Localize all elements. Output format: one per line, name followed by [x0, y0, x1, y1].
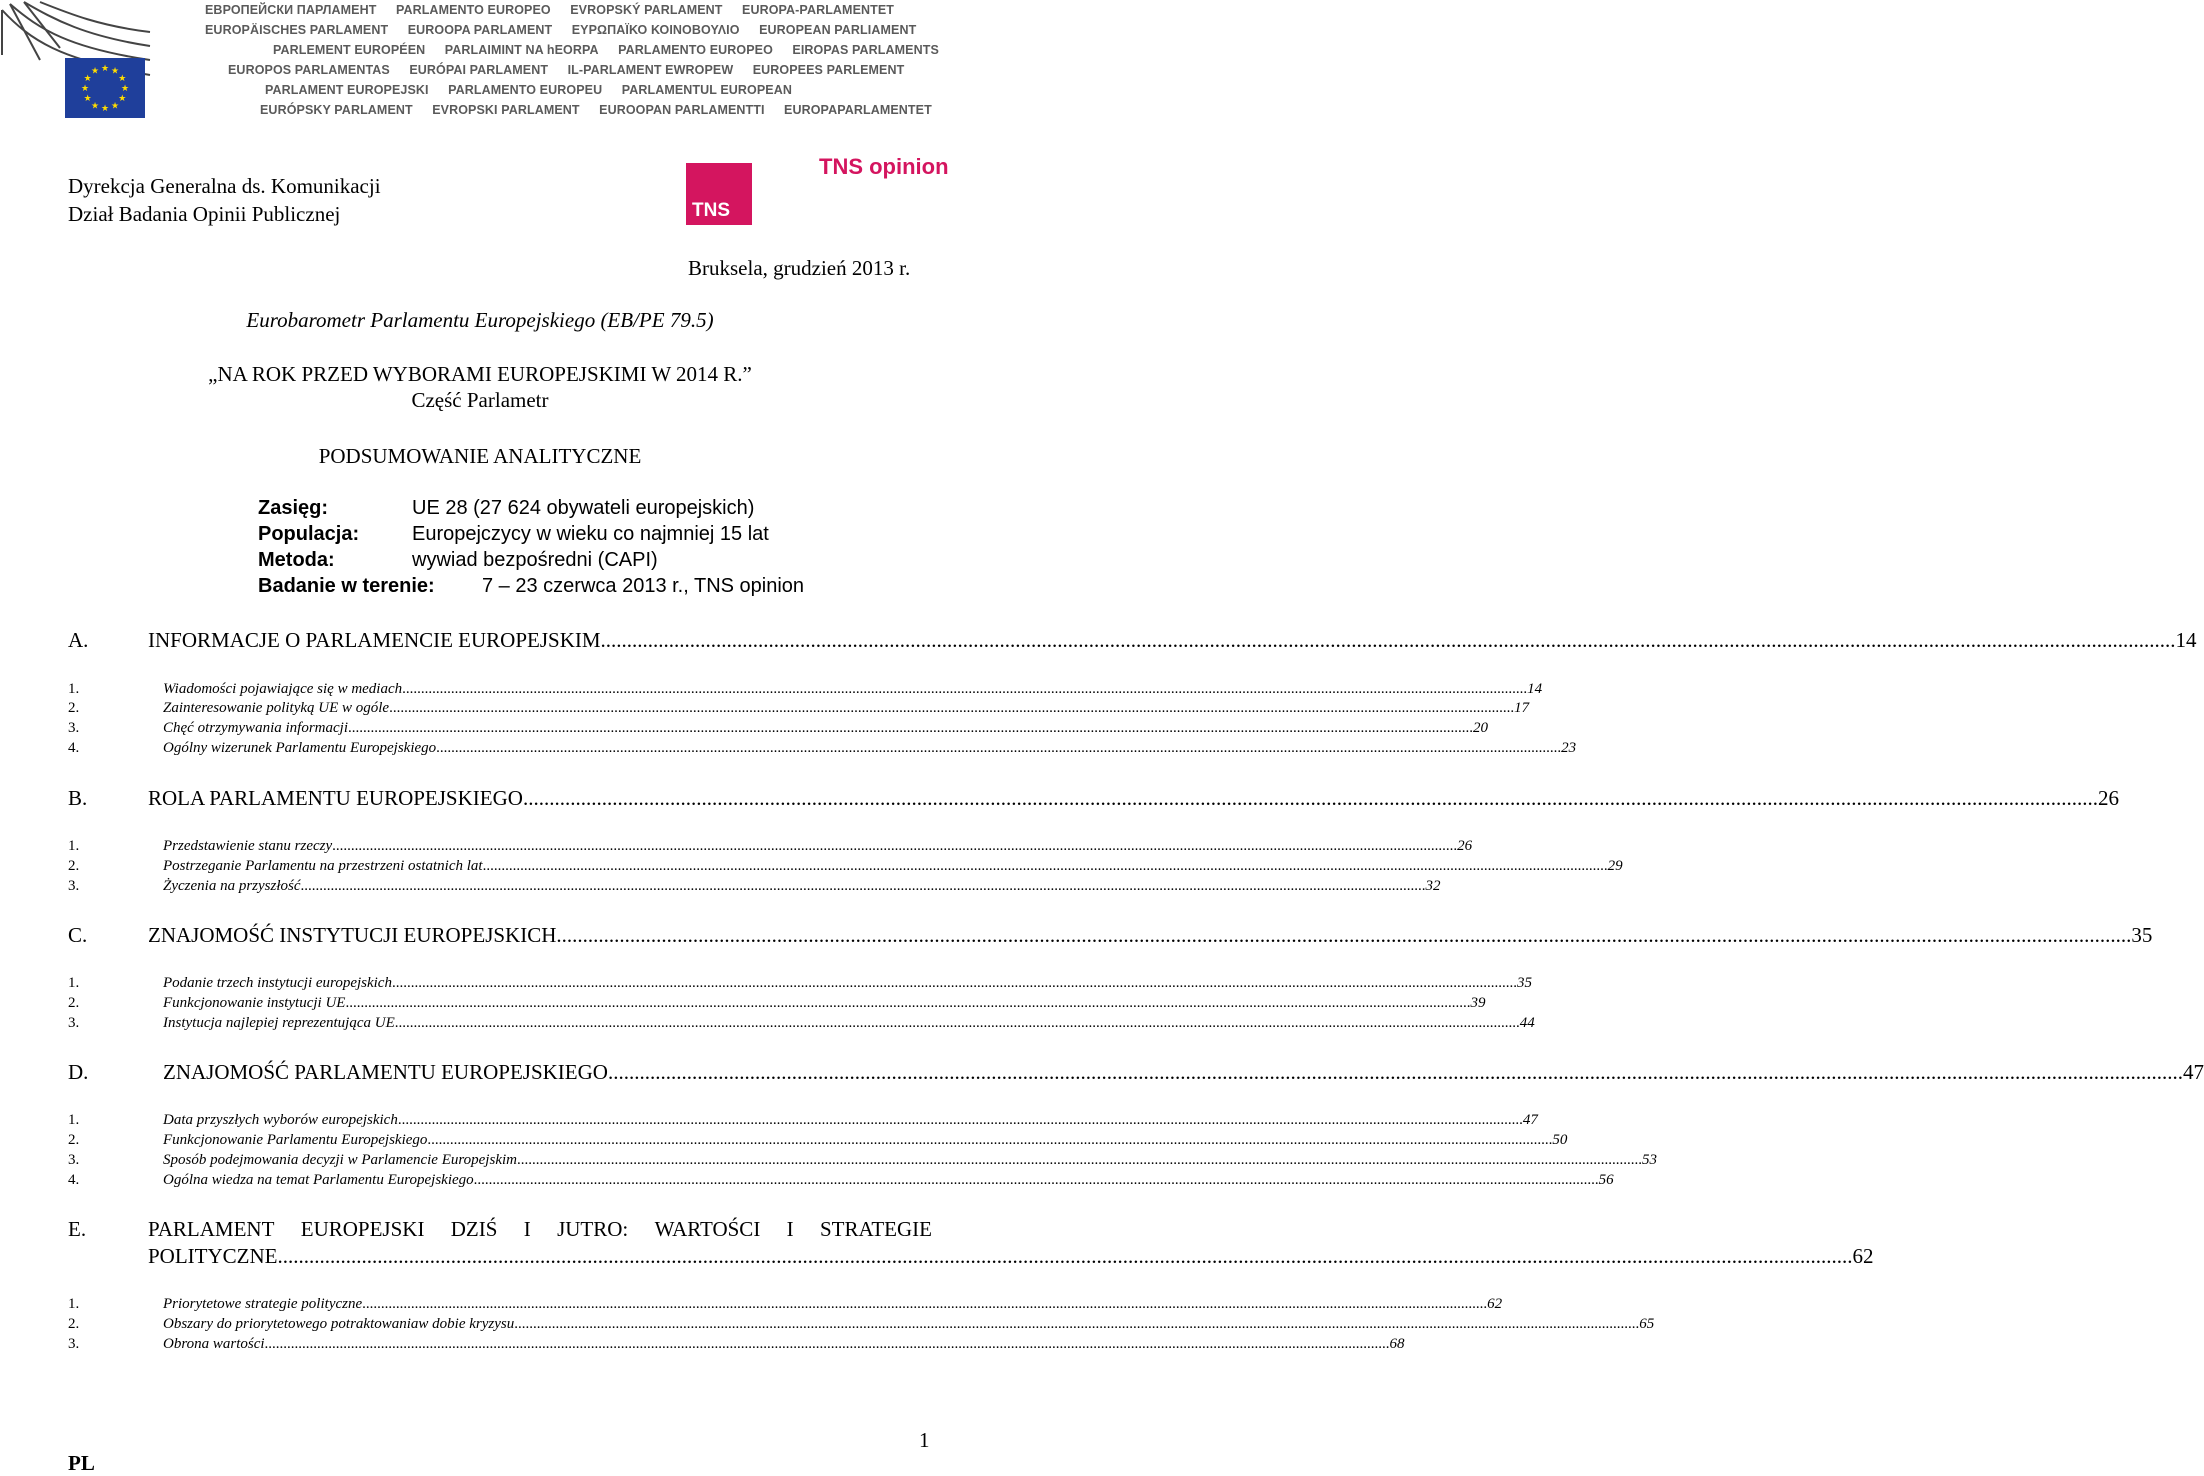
toc-item-number: 1.	[68, 1296, 80, 1312]
toc-item-number: 1.	[68, 681, 80, 697]
toc-title-word: WARTOŚCI	[654, 1217, 761, 1241]
summary-title: PODSUMOWANIE ANALITYCZNE	[318, 444, 642, 468]
toc-section-title: ZNAJOMOŚĆ PARLAMENTU EUROPEJSKIEGO	[163, 1060, 608, 1084]
toc-title-word: I	[523, 1217, 531, 1241]
name-label: PARLAMENTO EUROPEU	[448, 83, 603, 97]
toc-section-letter: D.	[68, 1060, 89, 1084]
name-label: EUROPOS PARLAMENTAS	[228, 63, 390, 77]
toc-item-number: 2.	[68, 700, 80, 716]
flag-star-icon: ★	[90, 65, 100, 76]
name-label: PARLAMENT EUROPEJSKI	[265, 83, 429, 97]
survey-scope-row	[258, 497, 755, 520]
toc-item-page: 14	[1527, 681, 1543, 697]
toc-item-number: 4.	[68, 740, 80, 756]
field-label: Badanie w terenie:	[258, 575, 435, 597]
name-label: EUROOPA PARLAMENT	[407, 23, 553, 37]
parliament-emblem-icon	[0, 0, 200, 120]
toc-item-title: Chęć otrzymywania informacji	[163, 720, 348, 736]
flag-star-icon: ★	[110, 65, 120, 76]
toc-item-title: Przedstawienie stanu rzeczy	[163, 838, 333, 854]
toc-item-page: 65	[1639, 1316, 1655, 1332]
names-row-3	[273, 43, 955, 57]
eurobarometer-title: Eurobarometr Parlamentu Europejskiego (EB/PE 79.5)	[246, 308, 714, 332]
survey-population-row	[258, 523, 769, 546]
name-label: EUROPEAN PARLIAMENT	[759, 23, 917, 37]
name-label: EUROPA-PARLAMENTET	[742, 3, 895, 17]
names-row-4	[228, 63, 920, 77]
page-number: 1	[919, 1428, 930, 1452]
toc-item-page: 20	[1472, 720, 1488, 736]
part-title: Część Parlametr	[411, 388, 549, 412]
toc-section-page: 35	[2131, 923, 2153, 947]
name-label: ΕΥΡΩΠΑΪΚΟ ΚΟΙΝΟΒΟΥΛΙΟ	[571, 23, 740, 37]
survey-field-row	[258, 575, 805, 598]
toc-item-page: 26	[1457, 838, 1473, 854]
toc-item-number: 3.	[68, 720, 80, 736]
flag-star-icon: ★	[118, 93, 127, 103]
toc-item-number: 3.	[68, 1152, 80, 1168]
language-code: PL	[68, 1451, 95, 1475]
toc-item-page: 68	[1389, 1336, 1405, 1352]
toc-item-title: Sposób podejmowania decyzji w Parlamencie Europejskim	[163, 1152, 517, 1168]
toc-title-word: PARLAMENT	[148, 1217, 275, 1241]
field-value: 7 – 23 czerwca 2013 r., TNS opinion	[482, 575, 805, 597]
toc-item-page: 53	[1641, 1152, 1657, 1168]
toc-section-title: INFORMACJE O PARLAMENCIE EUROPEJSKIM	[148, 628, 601, 652]
toc-section-e-title-line2[interactable]: POLITYCZNE ............................................................................................................................................................................................................................................................................................................ 62	[148, 1244, 1874, 1268]
flag-star-icon: ★	[118, 73, 127, 83]
name-label: PARLAIMINT NA hEORPA	[444, 43, 599, 57]
toc-item-page: 39	[1470, 995, 1486, 1011]
toc-item-page: 23	[1561, 740, 1577, 756]
toc-item-number: 3.	[68, 878, 80, 894]
population-label: Populacja:	[258, 523, 360, 545]
toc-section-page: 47	[2182, 1060, 2204, 1084]
toc-item-page: 56	[1598, 1172, 1614, 1188]
flag-star-icon: ★	[83, 93, 92, 103]
scope-label: Zasięg:	[258, 497, 329, 519]
toc-title-word: JUTRO:	[557, 1217, 629, 1241]
toc-item-title: Funkcjonowanie Parlamentu Europejskiego	[163, 1132, 428, 1148]
directorate-block	[68, 172, 381, 228]
toc-section-letter: B.	[68, 786, 88, 810]
tns-opinion-logo: TNS opinion	[819, 154, 949, 179]
method-value: wywiad bezpośredni (CAPI)	[412, 549, 658, 571]
name-label: EVROPSKI PARLAMENT	[432, 103, 580, 117]
toc-section-page: 62	[1852, 1244, 1874, 1268]
toc-item-number: 3.	[68, 1336, 80, 1352]
toc-item-number: 3.	[68, 1015, 80, 1031]
toc-item-title: Ogólna wiedza na temat Parlamentu Europejskiego	[163, 1172, 474, 1188]
toc-section-title: POLITYCZNE	[148, 1244, 278, 1268]
name-label: EVROPSKÝ PARLAMENT	[570, 3, 723, 17]
toc-item-title: Wiadomości pojawiające się w mediach	[163, 681, 403, 697]
toc-item-title: Postrzeganie Parlamentu na przestrzeni ostatnich lat	[163, 858, 483, 874]
toc-section-letter: A.	[68, 628, 89, 652]
unit-name: Dział Badania Opinii Publicznej	[68, 202, 341, 226]
names-row-6	[260, 103, 948, 117]
toc-item-page: 35	[1516, 975, 1532, 991]
toc-item-page: 47	[1522, 1112, 1538, 1128]
name-label: PARLAMENTUL EUROPEAN	[621, 83, 792, 97]
name-label: EUROPÄISCHES PARLAMENT	[205, 23, 389, 37]
flag-star-icon: ★	[90, 100, 100, 111]
name-label: PARLAMENTO EUROPEO	[618, 43, 773, 57]
names-row-2	[205, 23, 932, 37]
flag-star-icon: ★	[100, 103, 110, 113]
toc-title-word: EUROPEJSKI	[300, 1217, 425, 1241]
toc-item-number: 2.	[68, 858, 80, 874]
flag-star-icon: ★	[120, 83, 130, 93]
toc-item-title: Zainteresowanie polityką UE w ogóle	[163, 700, 390, 716]
toc-title-word: STRATEGIE	[819, 1217, 932, 1241]
main-title: „NA ROK PRZED WYBORAMI EUROPEJSKIMI W 2014 R.”	[208, 362, 752, 386]
toc-section-title: ZNAJOMOŚĆ INSTYTUCJI EUROPEJSKICH	[148, 923, 557, 947]
flag-star-icon: ★	[100, 63, 110, 73]
toc-item-title: Ogólny wizerunek Parlamentu Europejskiego	[163, 740, 437, 756]
toc-section-e-title-line1[interactable]	[148, 1217, 932, 1242]
name-label: IL-PARLAMENT EWROPEW	[567, 63, 734, 77]
toc-item-title: Instytucja najlepiej reprezentująca UE	[163, 1015, 395, 1031]
name-label: EIROPAS PARLAMENTS	[792, 43, 939, 57]
toc-item-title: Obrona wartości	[163, 1336, 265, 1352]
toc-item-number: 2.	[68, 995, 80, 1011]
toc-section-title: ROLA PARLAMENTU EUROPEJSKIEGO	[148, 786, 523, 810]
method-label: Metoda:	[258, 549, 335, 571]
name-label: EURÓPAI PARLAMENT	[409, 63, 549, 77]
survey-method-row	[258, 549, 658, 572]
flag-star-icon: ★	[80, 83, 90, 93]
toc-item-title: Funkcjonowanie instytucji UE	[163, 995, 346, 1011]
name-label: ЕВРОПЕЙСКИ ПАРЛАМЕНТ	[205, 3, 377, 17]
toc-item-page: 17	[1514, 700, 1530, 716]
toc-item-title: Priorytetowe strategie polityczne	[163, 1296, 363, 1312]
name-label: EUROPEES PARLEMENT	[752, 63, 905, 77]
toc-item-title: Podanie trzech instytucji europejskich	[163, 975, 392, 991]
toc-item-number: 1.	[68, 975, 80, 991]
toc-item-number: 2.	[68, 1316, 80, 1332]
toc-item-title: Życzenia na przyszłość	[163, 878, 301, 894]
toc-item-page: 50	[1552, 1132, 1568, 1148]
european-parliament-logo	[0, 0, 200, 120]
flag-star-icon: ★	[83, 73, 92, 83]
toc-section-page: 14	[2175, 628, 2197, 652]
toc-item-page: 44	[1519, 1015, 1535, 1031]
toc-title-word: I	[786, 1217, 794, 1241]
population-value: Europejczycy w wieku co najmniej 15 lat	[412, 523, 769, 545]
names-row-5	[265, 83, 808, 97]
name-label: EUROPAPARLAMENTET	[784, 103, 932, 117]
toc-section-letter: E.	[68, 1217, 87, 1241]
toc-section-page: 26	[2097, 786, 2119, 810]
directorate-name: Dyrekcja Generalna ds. Komunikacji	[68, 174, 381, 198]
toc-section-letter: C.	[68, 923, 88, 947]
name-label: PARLAMENTO EUROPEO	[395, 3, 551, 17]
tns-logo	[686, 163, 752, 225]
toc-title-word: DZIŚ	[450, 1217, 498, 1241]
toc-item-number: 1.	[68, 838, 80, 854]
toc-item-title: Data przyszłych wyborów europejskich	[163, 1112, 398, 1128]
toc-item-title: Obszary do priorytetowego potraktowaniaw dobie kryzysu	[163, 1316, 515, 1332]
toc-item-number: 2.	[68, 1132, 80, 1148]
toc-item-number: 1.	[68, 1112, 80, 1128]
name-label: EUROOPAN PARLAMENTTI	[599, 103, 765, 117]
name-label: PARLEMENT EUROPÉEN	[273, 43, 426, 57]
toc-item-page: 32	[1425, 878, 1441, 894]
names-row-1	[205, 3, 910, 17]
toc-item-page: 62	[1487, 1296, 1503, 1312]
scope-value: UE 28 (27 624 obywateli europejskich)	[412, 497, 755, 519]
toc-item-page: 29	[1607, 858, 1623, 874]
toc-item-number: 4.	[68, 1172, 80, 1188]
flag-star-icon: ★	[110, 100, 120, 111]
tns-logo-label: TNS	[692, 200, 730, 221]
name-label: EURÓPSKY PARLAMENT	[260, 103, 413, 117]
place-date: Bruksela, grudzień 2013 r.	[688, 256, 911, 280]
